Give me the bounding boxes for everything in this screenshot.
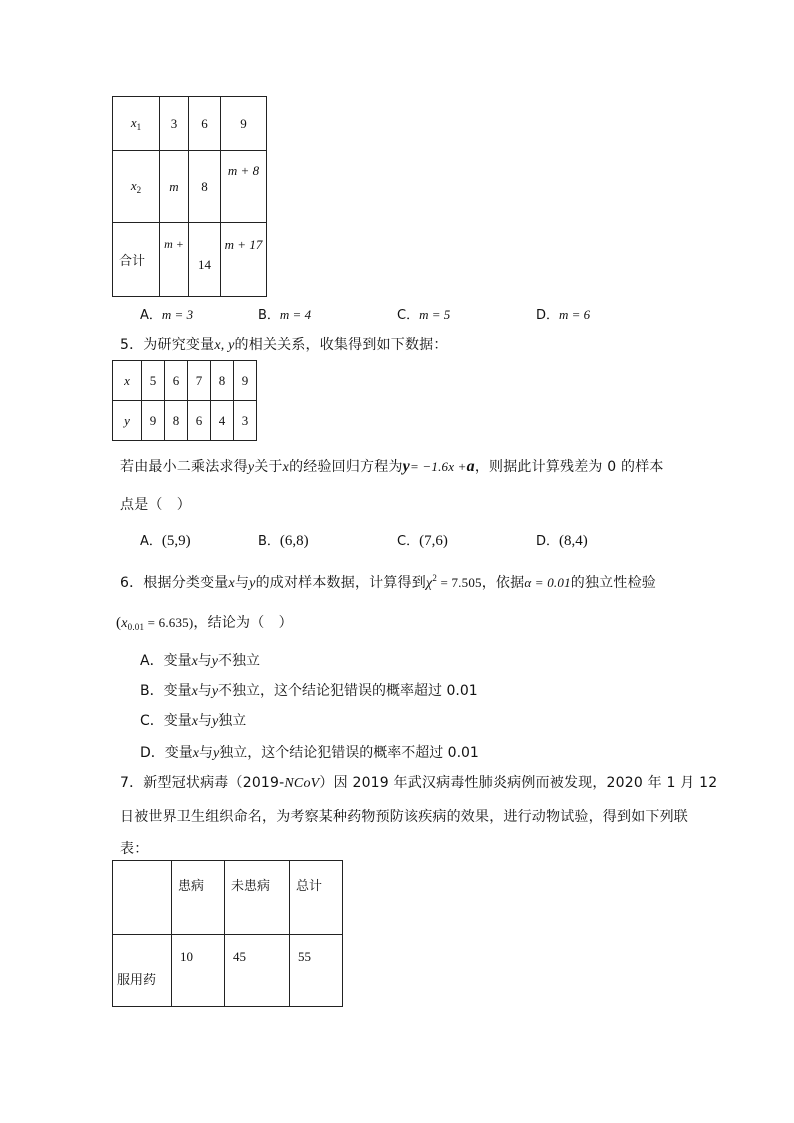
q5-cell: 5 [142, 361, 165, 401]
q5-cell: 6 [188, 401, 211, 441]
q4-cell: m + [160, 223, 189, 297]
q7-stem-line3: 表： [120, 841, 149, 857]
q7-cell: 10 [172, 935, 225, 1007]
q4-cell: 6 [189, 97, 221, 151]
q5-x-label: x [113, 361, 142, 401]
q4-row-total-label: 合计 [113, 223, 160, 297]
q4-row-x1-label: $x_1$ [113, 97, 160, 151]
q7-row-label: 服用药 [113, 935, 172, 1007]
q7-stem-line1: 7．新型冠状病毒（2019-NCoV）因 2019 年武汉病毒性肺炎病例而被发现，2020 年 1 月 12 [120, 775, 718, 791]
q4-cell: m + 8 [221, 151, 267, 223]
q4-option-d[interactable]: D．m = 6 [536, 307, 591, 323]
q7-table [112, 860, 343, 1007]
q6-option-c[interactable]: C．变量x与y独立 [140, 713, 247, 729]
q7-corner-cell [113, 861, 172, 935]
q5-y-label: y [113, 401, 142, 441]
q6-stem: 6．根据分类变量x与y的成对样本数据，计算得到$\chi^2 = 7.505$，依据α = 0.01的独立性检验 [120, 573, 656, 591]
q5-cell: 6 [165, 361, 188, 401]
q4-table [112, 96, 267, 297]
q4-cell: m [160, 151, 189, 223]
q5-cell: 7 [188, 361, 211, 401]
q5-cell: 8 [165, 401, 188, 441]
q7-header-healthy: 未患病 [225, 861, 290, 935]
q4-option-b[interactable]: B．m = 4 [258, 307, 312, 323]
q6-option-b[interactable]: B．变量x与y不独立，这个结论犯错误的概率超过 0.01 [140, 683, 478, 699]
q5-cell: 4 [211, 401, 234, 441]
q7-cell: 55 [290, 935, 343, 1007]
q7-stem-line2: 日被世界卫生组织命名，为考察某种药物预防该疾病的效果，进行动物试验，得到如下列联 [120, 809, 688, 825]
q5-option-c[interactable]: C．(7,6) [397, 533, 448, 549]
q4-cell: 14 [189, 223, 221, 297]
q5-table [112, 360, 257, 441]
q5-option-a[interactable]: A．(5,9) [140, 533, 191, 549]
q6-stem-line2: $(x_{0.01} = 6.635)$，结论为（ ） [116, 615, 293, 632]
q5-line2: 若由最小二乘法求得y关于x的经验回归方程为y= −1.6x +a，则据此计算残差为 0 的样本 [120, 458, 664, 475]
q4-cell: 3 [160, 97, 189, 151]
q5-line3: 点是（ ） [120, 497, 191, 513]
q7-header-total: 总计 [290, 861, 343, 935]
q5-cell: 8 [211, 361, 234, 401]
q6-option-d[interactable]: D．变量x与y独立，这个结论犯错误的概率不超过 0.01 [140, 745, 479, 761]
q5-option-d[interactable]: D．(8,4) [536, 533, 588, 549]
q4-cell: 9 [221, 97, 267, 151]
q5-cell: 3 [234, 401, 257, 441]
q5-option-b[interactable]: B．(6,8) [258, 533, 309, 549]
q7-header-sick: 患病 [172, 861, 225, 935]
q4-option-a[interactable]: A．m = 3 [140, 307, 194, 323]
q5-cell: 9 [142, 401, 165, 441]
q5-stem: 5．为研究变量x, y的相关关系，收集得到如下数据： [120, 337, 448, 353]
q4-cell: m + 17 [221, 223, 267, 297]
q7-cell: 45 [225, 935, 290, 1007]
q4-row-x2-label: $x_2$ [113, 151, 160, 223]
q6-option-a[interactable]: A．变量x与y不独立 [140, 653, 261, 669]
q4-cell: 8 [189, 151, 221, 223]
q4-option-c[interactable]: C．m = 5 [397, 307, 451, 323]
q5-cell: 9 [234, 361, 257, 401]
